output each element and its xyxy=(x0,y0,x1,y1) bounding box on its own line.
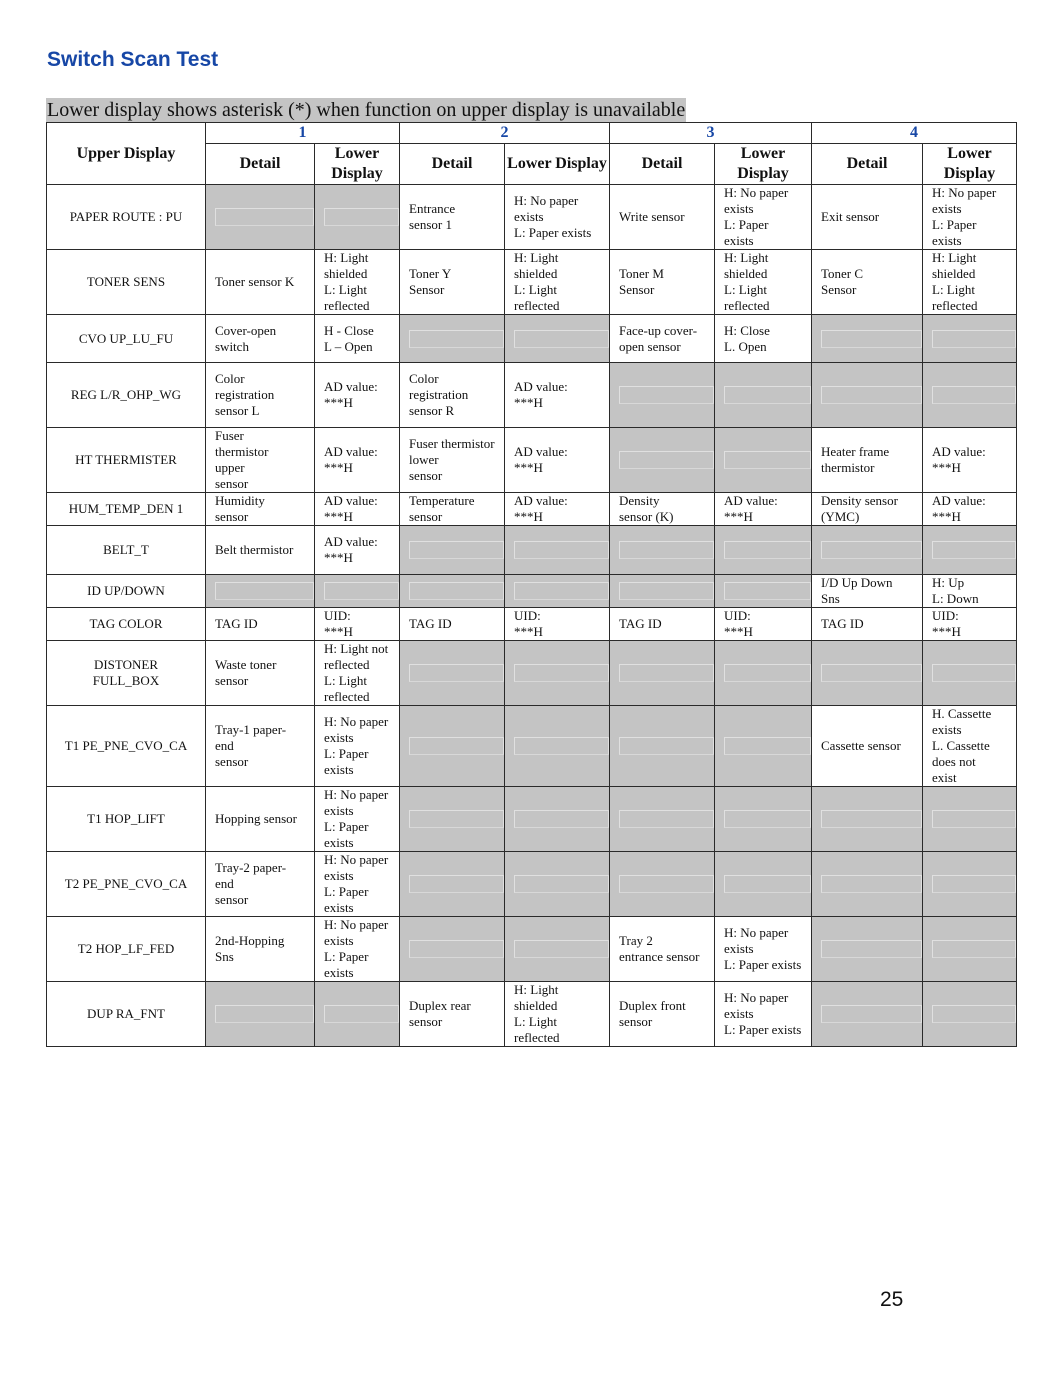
empty-field xyxy=(514,810,609,828)
empty-field xyxy=(324,582,399,600)
empty-field xyxy=(821,330,922,348)
lower-display-cell: AD value: ***H xyxy=(923,428,1017,493)
lower-display-unavailable-cell xyxy=(715,852,812,917)
detail-cell: TAG ID xyxy=(610,608,715,641)
detail-header: Detail xyxy=(812,144,923,185)
lower-display-unavailable-cell xyxy=(315,575,400,608)
detail-unavailable-cell xyxy=(400,526,505,575)
lower-display-unavailable-cell xyxy=(715,575,812,608)
upper-display-cell: ID UP/DOWN xyxy=(47,575,206,608)
switch-scan-table xyxy=(46,122,1017,1047)
table-row xyxy=(47,641,1017,706)
lower-display-cell: H. Cassette exists L. Cassette does not exist xyxy=(923,706,1017,787)
lower-display-unavailable-cell xyxy=(505,917,610,982)
detail-unavailable-cell xyxy=(610,428,715,493)
detail-unavailable-cell xyxy=(812,982,923,1047)
lower-display-header: Lower Display xyxy=(315,144,400,185)
detail-unavailable-cell xyxy=(610,641,715,706)
detail-cell: Waste toner sensor xyxy=(206,641,315,706)
note-banner: Lower display shows asterisk (*) when function on upper display is unavailable xyxy=(47,99,686,121)
lower-display-cell: H: Light shielded L: Light reflected xyxy=(715,250,812,315)
empty-field xyxy=(514,330,609,348)
detail-unavailable-cell xyxy=(610,363,715,428)
lower-display-cell: UID: ***H xyxy=(505,608,610,641)
detail-cell: Toner Y Sensor xyxy=(400,250,505,315)
empty-field xyxy=(932,330,1016,348)
lower-display-cell: H: No paper exists L: Paper exists xyxy=(315,852,400,917)
empty-field xyxy=(619,810,714,828)
empty-field xyxy=(514,737,609,755)
lower-display-cell: H: Light shielded L: Light reflected xyxy=(505,250,610,315)
upper-display-cell: T2 PE_PNE_CVO_CA xyxy=(47,852,206,917)
detail-unavailable-cell xyxy=(812,787,923,852)
empty-field xyxy=(215,208,314,226)
table-row xyxy=(47,185,1017,250)
detail-cell: Fuser thermistor upper sensor xyxy=(206,428,315,493)
upper-display-cell: BELT_T xyxy=(47,526,206,575)
lower-display-cell: UID: ***H xyxy=(715,608,812,641)
detail-cell: Density sensor (K) xyxy=(610,493,715,526)
lower-display-cell: AD value: ***H xyxy=(315,363,400,428)
upper-display-cell: T2 HOP_LF_FED xyxy=(47,917,206,982)
detail-cell: Cover-open switch xyxy=(206,315,315,363)
lower-display-cell: H: No paper exists L: Paper exists xyxy=(505,185,610,250)
upper-display-cell: CVO UP_LU_FU xyxy=(47,315,206,363)
detail-unavailable-cell xyxy=(812,315,923,363)
detail-unavailable-cell xyxy=(206,575,315,608)
table-row xyxy=(47,315,1017,363)
lower-display-cell: H: Up L: Down xyxy=(923,575,1017,608)
table-row xyxy=(47,706,1017,787)
empty-field xyxy=(932,940,1016,958)
lower-display-cell: H: Close L. Open xyxy=(715,315,812,363)
empty-field xyxy=(409,940,504,958)
empty-field xyxy=(215,582,314,600)
lower-display-unavailable-cell xyxy=(505,315,610,363)
lower-display-cell: H: No paper exists L: Paper exists xyxy=(315,917,400,982)
lower-display-cell: AD value: ***H xyxy=(923,493,1017,526)
empty-field xyxy=(514,541,609,559)
empty-field xyxy=(932,1005,1016,1023)
detail-cell: I/D Up Down Sns xyxy=(812,575,923,608)
detail-cell: Tray 2 entrance sensor xyxy=(610,917,715,982)
empty-field xyxy=(619,664,714,682)
detail-unavailable-cell xyxy=(812,852,923,917)
empty-field xyxy=(821,1005,922,1023)
lower-display-cell: AD value: ***H xyxy=(505,428,610,493)
lower-display-unavailable-cell xyxy=(505,787,610,852)
lower-display-header: Lower Display xyxy=(923,144,1017,185)
lower-display-unavailable-cell xyxy=(315,982,400,1047)
empty-field xyxy=(619,451,714,469)
table-row xyxy=(47,917,1017,982)
detail-cell: Color registration sensor R xyxy=(400,363,505,428)
empty-field xyxy=(409,737,504,755)
empty-field xyxy=(324,1005,399,1023)
detail-unavailable-cell xyxy=(400,852,505,917)
lower-display-unavailable-cell xyxy=(923,917,1017,982)
empty-field xyxy=(932,541,1016,559)
lower-display-unavailable-cell xyxy=(923,787,1017,852)
lower-display-unavailable-cell xyxy=(715,706,812,787)
empty-field xyxy=(821,386,922,404)
empty-field xyxy=(514,664,609,682)
empty-field xyxy=(932,386,1016,404)
lower-display-cell: AD value: ***H xyxy=(715,493,812,526)
lower-display-unavailable-cell xyxy=(715,641,812,706)
lower-display-cell: H: No paper exists L: Paper exists xyxy=(315,787,400,852)
empty-field xyxy=(932,664,1016,682)
detail-unavailable-cell xyxy=(812,363,923,428)
upper-display-cell: TAG COLOR xyxy=(47,608,206,641)
lower-display-cell: H: Light not reflected L: Light reflected xyxy=(315,641,400,706)
detail-unavailable-cell xyxy=(812,526,923,575)
upper-display-header: Upper Display xyxy=(47,123,206,185)
lower-display-cell: H: No paper exists L: Paper exists xyxy=(715,982,812,1047)
lower-display-unavailable-cell xyxy=(505,706,610,787)
empty-field xyxy=(409,875,504,893)
detail-cell: Toner M Sensor xyxy=(610,250,715,315)
table-body xyxy=(47,185,1017,1047)
lower-display-unavailable-cell xyxy=(923,852,1017,917)
detail-cell: Temperature sensor xyxy=(400,493,505,526)
empty-field xyxy=(619,875,714,893)
detail-cell: Toner sensor K xyxy=(206,250,315,315)
detail-cell: Belt thermistor xyxy=(206,526,315,575)
detail-cell: Humidity sensor xyxy=(206,493,315,526)
detail-unavailable-cell xyxy=(400,315,505,363)
table-row xyxy=(47,608,1017,641)
empty-field xyxy=(514,582,609,600)
empty-field xyxy=(724,810,811,828)
lower-display-unavailable-cell xyxy=(505,575,610,608)
table-row xyxy=(47,787,1017,852)
table-row xyxy=(47,428,1017,493)
empty-field xyxy=(821,664,922,682)
table-row xyxy=(47,493,1017,526)
lower-display-header: Lower Display xyxy=(505,144,610,185)
detail-unavailable-cell xyxy=(400,706,505,787)
detail-cell: Duplex rear sensor xyxy=(400,982,505,1047)
detail-cell: Density sensor (YMC) xyxy=(812,493,923,526)
detail-unavailable-cell xyxy=(610,575,715,608)
page-number: 25 xyxy=(880,1288,904,1311)
lower-display-unavailable-cell xyxy=(505,641,610,706)
empty-field xyxy=(821,875,922,893)
empty-field xyxy=(821,810,922,828)
detail-unavailable-cell xyxy=(400,917,505,982)
lower-display-unavailable-cell xyxy=(505,526,610,575)
lower-display-unavailable-cell xyxy=(315,185,400,250)
empty-field xyxy=(724,386,811,404)
empty-field xyxy=(619,541,714,559)
lower-display-cell: H: Light shielded L: Light reflected xyxy=(923,250,1017,315)
empty-field xyxy=(619,386,714,404)
table-row xyxy=(47,575,1017,608)
empty-field xyxy=(821,541,922,559)
table-row xyxy=(47,852,1017,917)
detail-unavailable-cell xyxy=(610,706,715,787)
lower-display-unavailable-cell xyxy=(923,526,1017,575)
empty-field xyxy=(409,664,504,682)
detail-cell: Face-up cover- open sensor xyxy=(610,315,715,363)
empty-field xyxy=(409,330,504,348)
upper-display-cell: DISTONER FULL_BOX xyxy=(47,641,206,706)
upper-display-cell: DUP RA_FNT xyxy=(47,982,206,1047)
table-row xyxy=(47,363,1017,428)
detail-unavailable-cell xyxy=(400,787,505,852)
detail-cell: Toner C Sensor xyxy=(812,250,923,315)
lower-display-unavailable-cell xyxy=(923,363,1017,428)
empty-field xyxy=(514,875,609,893)
lower-display-unavailable-cell xyxy=(715,428,812,493)
upper-display-cell: T1 HOP_LIFT xyxy=(47,787,206,852)
empty-field xyxy=(514,940,609,958)
lower-display-unavailable-cell xyxy=(923,641,1017,706)
detail-cell: Heater frame thermistor xyxy=(812,428,923,493)
detail-cell: Write sensor xyxy=(610,185,715,250)
table-row xyxy=(47,982,1017,1047)
detail-header: Detail xyxy=(610,144,715,185)
upper-display-cell: HUM_TEMP_DEN 1 xyxy=(47,493,206,526)
lower-display-cell: UID: ***H xyxy=(923,608,1017,641)
empty-field xyxy=(724,664,811,682)
upper-display-cell: HT THERMISTER xyxy=(47,428,206,493)
empty-field xyxy=(324,208,399,226)
group-header: 3 xyxy=(610,123,812,144)
empty-field xyxy=(821,940,922,958)
detail-cell: TAG ID xyxy=(812,608,923,641)
empty-field xyxy=(215,1005,314,1023)
lower-display-cell: AD value: ***H xyxy=(315,428,400,493)
lower-display-cell: AD value: ***H xyxy=(315,493,400,526)
empty-field xyxy=(409,582,504,600)
lower-display-cell: AD value: ***H xyxy=(505,363,610,428)
empty-field xyxy=(724,875,811,893)
detail-unavailable-cell xyxy=(610,852,715,917)
detail-cell: Fuser thermistor lower sensor xyxy=(400,428,505,493)
detail-unavailable-cell xyxy=(206,185,315,250)
lower-display-cell: H: No paper exists L: Paper exists xyxy=(315,706,400,787)
group-header: 2 xyxy=(400,123,610,144)
lower-display-unavailable-cell xyxy=(715,526,812,575)
lower-display-cell: H: No paper exists L: Paper exists xyxy=(923,185,1017,250)
lower-display-cell: H: Light shielded L: Light reflected xyxy=(505,982,610,1047)
empty-field xyxy=(619,737,714,755)
detail-cell: Cassette sensor xyxy=(812,706,923,787)
detail-unavailable-cell xyxy=(400,641,505,706)
lower-display-cell: AD value: ***H xyxy=(505,493,610,526)
detail-header: Detail xyxy=(206,144,315,185)
empty-field xyxy=(724,541,811,559)
empty-field xyxy=(724,451,811,469)
upper-display-cell: T1 PE_PNE_CVO_CA xyxy=(47,706,206,787)
page-title: Switch Scan Test xyxy=(47,48,219,71)
empty-field xyxy=(619,582,714,600)
lower-display-cell: H: No paper exists L: Paper exists xyxy=(715,185,812,250)
lower-display-unavailable-cell xyxy=(715,363,812,428)
lower-display-unavailable-cell xyxy=(715,787,812,852)
empty-field xyxy=(409,810,504,828)
lower-display-header: Lower Display xyxy=(715,144,812,185)
lower-display-cell: H: Light shielded L: Light reflected xyxy=(315,250,400,315)
detail-unavailable-cell xyxy=(812,917,923,982)
detail-unavailable-cell xyxy=(206,982,315,1047)
lower-display-unavailable-cell xyxy=(923,982,1017,1047)
empty-field xyxy=(409,541,504,559)
group-header: 4 xyxy=(812,123,1017,144)
table-row xyxy=(47,250,1017,315)
empty-field xyxy=(724,737,811,755)
detail-cell: Tray-1 paper- end sensor xyxy=(206,706,315,787)
detail-unavailable-cell xyxy=(610,787,715,852)
lower-display-cell: UID: ***H xyxy=(315,608,400,641)
detail-unavailable-cell xyxy=(400,575,505,608)
upper-display-cell: TONER SENS xyxy=(47,250,206,315)
upper-display-cell: PAPER ROUTE : PU xyxy=(47,185,206,250)
empty-field xyxy=(724,582,811,600)
upper-display-cell: REG L/R_OHP_WG xyxy=(47,363,206,428)
detail-cell: Duplex front sensor xyxy=(610,982,715,1047)
detail-cell: Hopping sensor xyxy=(206,787,315,852)
detail-cell: TAG ID xyxy=(400,608,505,641)
detail-cell: Tray-2 paper- end sensor xyxy=(206,852,315,917)
detail-unavailable-cell xyxy=(812,641,923,706)
detail-cell: Color registration sensor L xyxy=(206,363,315,428)
table-row xyxy=(47,526,1017,575)
empty-field xyxy=(932,875,1016,893)
group-header: 1 xyxy=(206,123,400,144)
lower-display-unavailable-cell xyxy=(505,852,610,917)
detail-cell: 2nd-Hopping Sns xyxy=(206,917,315,982)
detail-unavailable-cell xyxy=(610,526,715,575)
lower-display-cell: H - Close L – Open xyxy=(315,315,400,363)
detail-header: Detail xyxy=(400,144,505,185)
lower-display-cell: AD value: ***H xyxy=(315,526,400,575)
lower-display-cell: H: No paper exists L: Paper exists xyxy=(715,917,812,982)
lower-display-unavailable-cell xyxy=(923,315,1017,363)
detail-cell: Entrance sensor 1 xyxy=(400,185,505,250)
detail-cell: Exit sensor xyxy=(812,185,923,250)
empty-field xyxy=(932,810,1016,828)
detail-cell: TAG ID xyxy=(206,608,315,641)
